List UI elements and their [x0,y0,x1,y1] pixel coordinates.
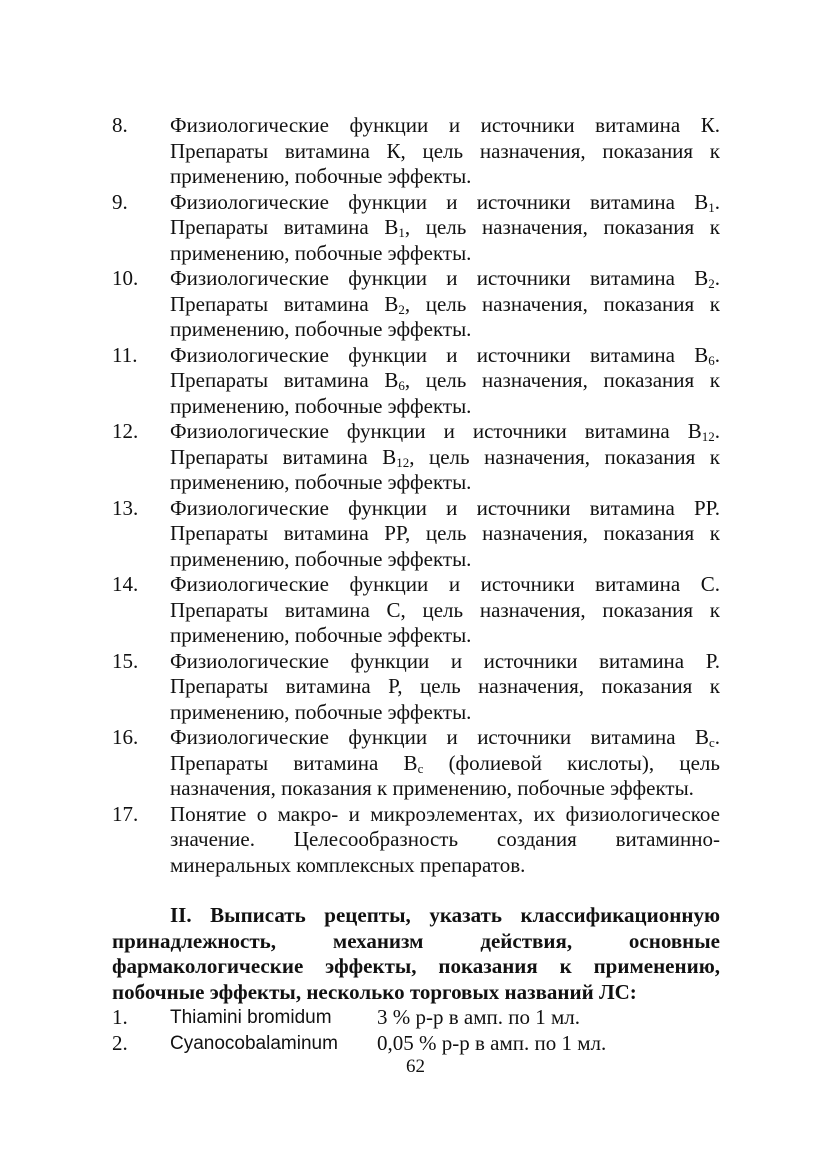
questions-list [112,113,720,878]
question-text [170,266,720,341]
question-text [170,113,720,188]
question-text-segment: Физиологические функции и источники витамина Р. Препараты витамина Р, цель назначения, показания к применению, побочные эффекты. [170,648,720,724]
vitamin-subscript: 12 [396,454,410,470]
question-text-segment: Физиологические функции и источники витамина В [170,189,709,214]
prescription-number: 1. [112,1005,128,1029]
question-text [170,419,720,494]
question-text-segment: Физиологические функции и источники витамина С. Препараты витамина С, цель назначения, показания к применению, побочные эффекты. [170,572,720,647]
question-text-segment: , цель назначения, показания к применению, побочные эффекты. [170,444,720,494]
question-text-segment: Физиологические функции и источники витамина В [170,342,709,367]
question-item [112,649,720,726]
question-item [112,572,720,649]
vitamin-subscript: 6 [708,352,715,368]
drug-name: Cyanocobalaminum [170,1032,338,1054]
question-text-segment: Физиологические функции и источники витамина В [170,266,709,290]
vitamin-subscript: 2 [708,276,715,291]
prescription-item [112,1031,720,1057]
question-text-segment: , цель назначения, показания к применению, побочные эффекты. [170,291,720,341]
question-text [170,802,720,877]
question-item [112,266,720,343]
question-number: 10. [112,266,139,290]
question-item [112,725,720,802]
question-text-segment: Физиологические функции и источники витамина РР. Препараты витамина РР, цель назначения, показания к применению, побочные эффекты. [170,495,720,571]
question-number: 17. [112,801,139,826]
vitamin-subscript: 6 [398,378,405,393]
question-item [112,802,720,879]
question-number: 14. [112,572,139,596]
question-text-segment: . Препараты витамина В [170,725,720,775]
drug-name: Thiamini bromidum [170,1007,332,1028]
question-text-segment: , цель назначения, показания к применению, побочные эффекты. [170,368,720,418]
page-content [112,113,720,1056]
question-text-segment: Физиологические функции и источники витамина К. Препараты витамина К, цель назначения, показания к применению, побочные эффекты. [170,113,720,188]
question-item [112,419,720,496]
prescription-number: 2. [112,1030,128,1055]
question-text-segment: . Препараты витамина В [170,419,720,469]
vitamin-subscript: с [417,760,424,776]
page-number: 62 [406,1056,425,1077]
vitamin-subscript: с [708,735,715,750]
question-text [170,649,720,724]
question-text-segment: (фолиевой кислоты), цель назначения, показания к применению, побочные эффекты. [170,750,720,800]
vitamin-subscript: 2 [398,301,405,317]
question-item [112,496,720,573]
question-text-segment: , цель назначения, показания к применению, побочные эффекты. [170,215,720,265]
vitamin-subscript: 1 [708,199,715,215]
question-text-segment: . Препараты витамина В [170,266,720,316]
question-number: 8. [112,113,128,137]
question-number: 15. [112,648,139,673]
drug-form: 0,05 % р-р в амп. по 1 мл. [377,1030,607,1055]
question-text-segment: Физиологические функции и источники витамина В [170,419,702,443]
question-item [112,190,720,267]
question-text-segment: Понятие о макро- и микроэлементах, их физиологическое значение. Целесообразность создания витаминно-минеральных комплексных препаратов. [170,801,720,877]
question-text [170,343,720,418]
question-number: 11. [112,342,138,367]
question-text [170,496,720,571]
question-item [112,113,720,190]
section-heading: II. Выписать рецепты, указать классификационную принадлежность, механизм действия, основные фармакологические эффекты, показания к применению, побочные эффекты, несколько торговых названий ЛС: [112,903,720,1004]
question-text-segment: . Препараты витамина В [170,342,720,392]
prescriptions-list [112,1005,720,1056]
question-number: 13. [112,495,139,520]
drug-form: 3 % р-р в амп. по 1 мл. [377,1005,581,1029]
vitamin-subscript: 12 [701,429,715,444]
prescription-item [112,1005,720,1031]
question-number: 9. [112,189,128,214]
question-text [170,190,720,265]
question-item [112,343,720,420]
question-number: 16. [112,725,139,749]
question-text [170,572,720,647]
question-text [170,725,720,800]
question-text-segment: . Препараты витамина В [170,189,720,239]
vitamin-subscript: 1 [398,225,405,240]
question-text-segment: Физиологические функции и источники витамина В [170,725,709,749]
question-number: 12. [112,419,139,443]
